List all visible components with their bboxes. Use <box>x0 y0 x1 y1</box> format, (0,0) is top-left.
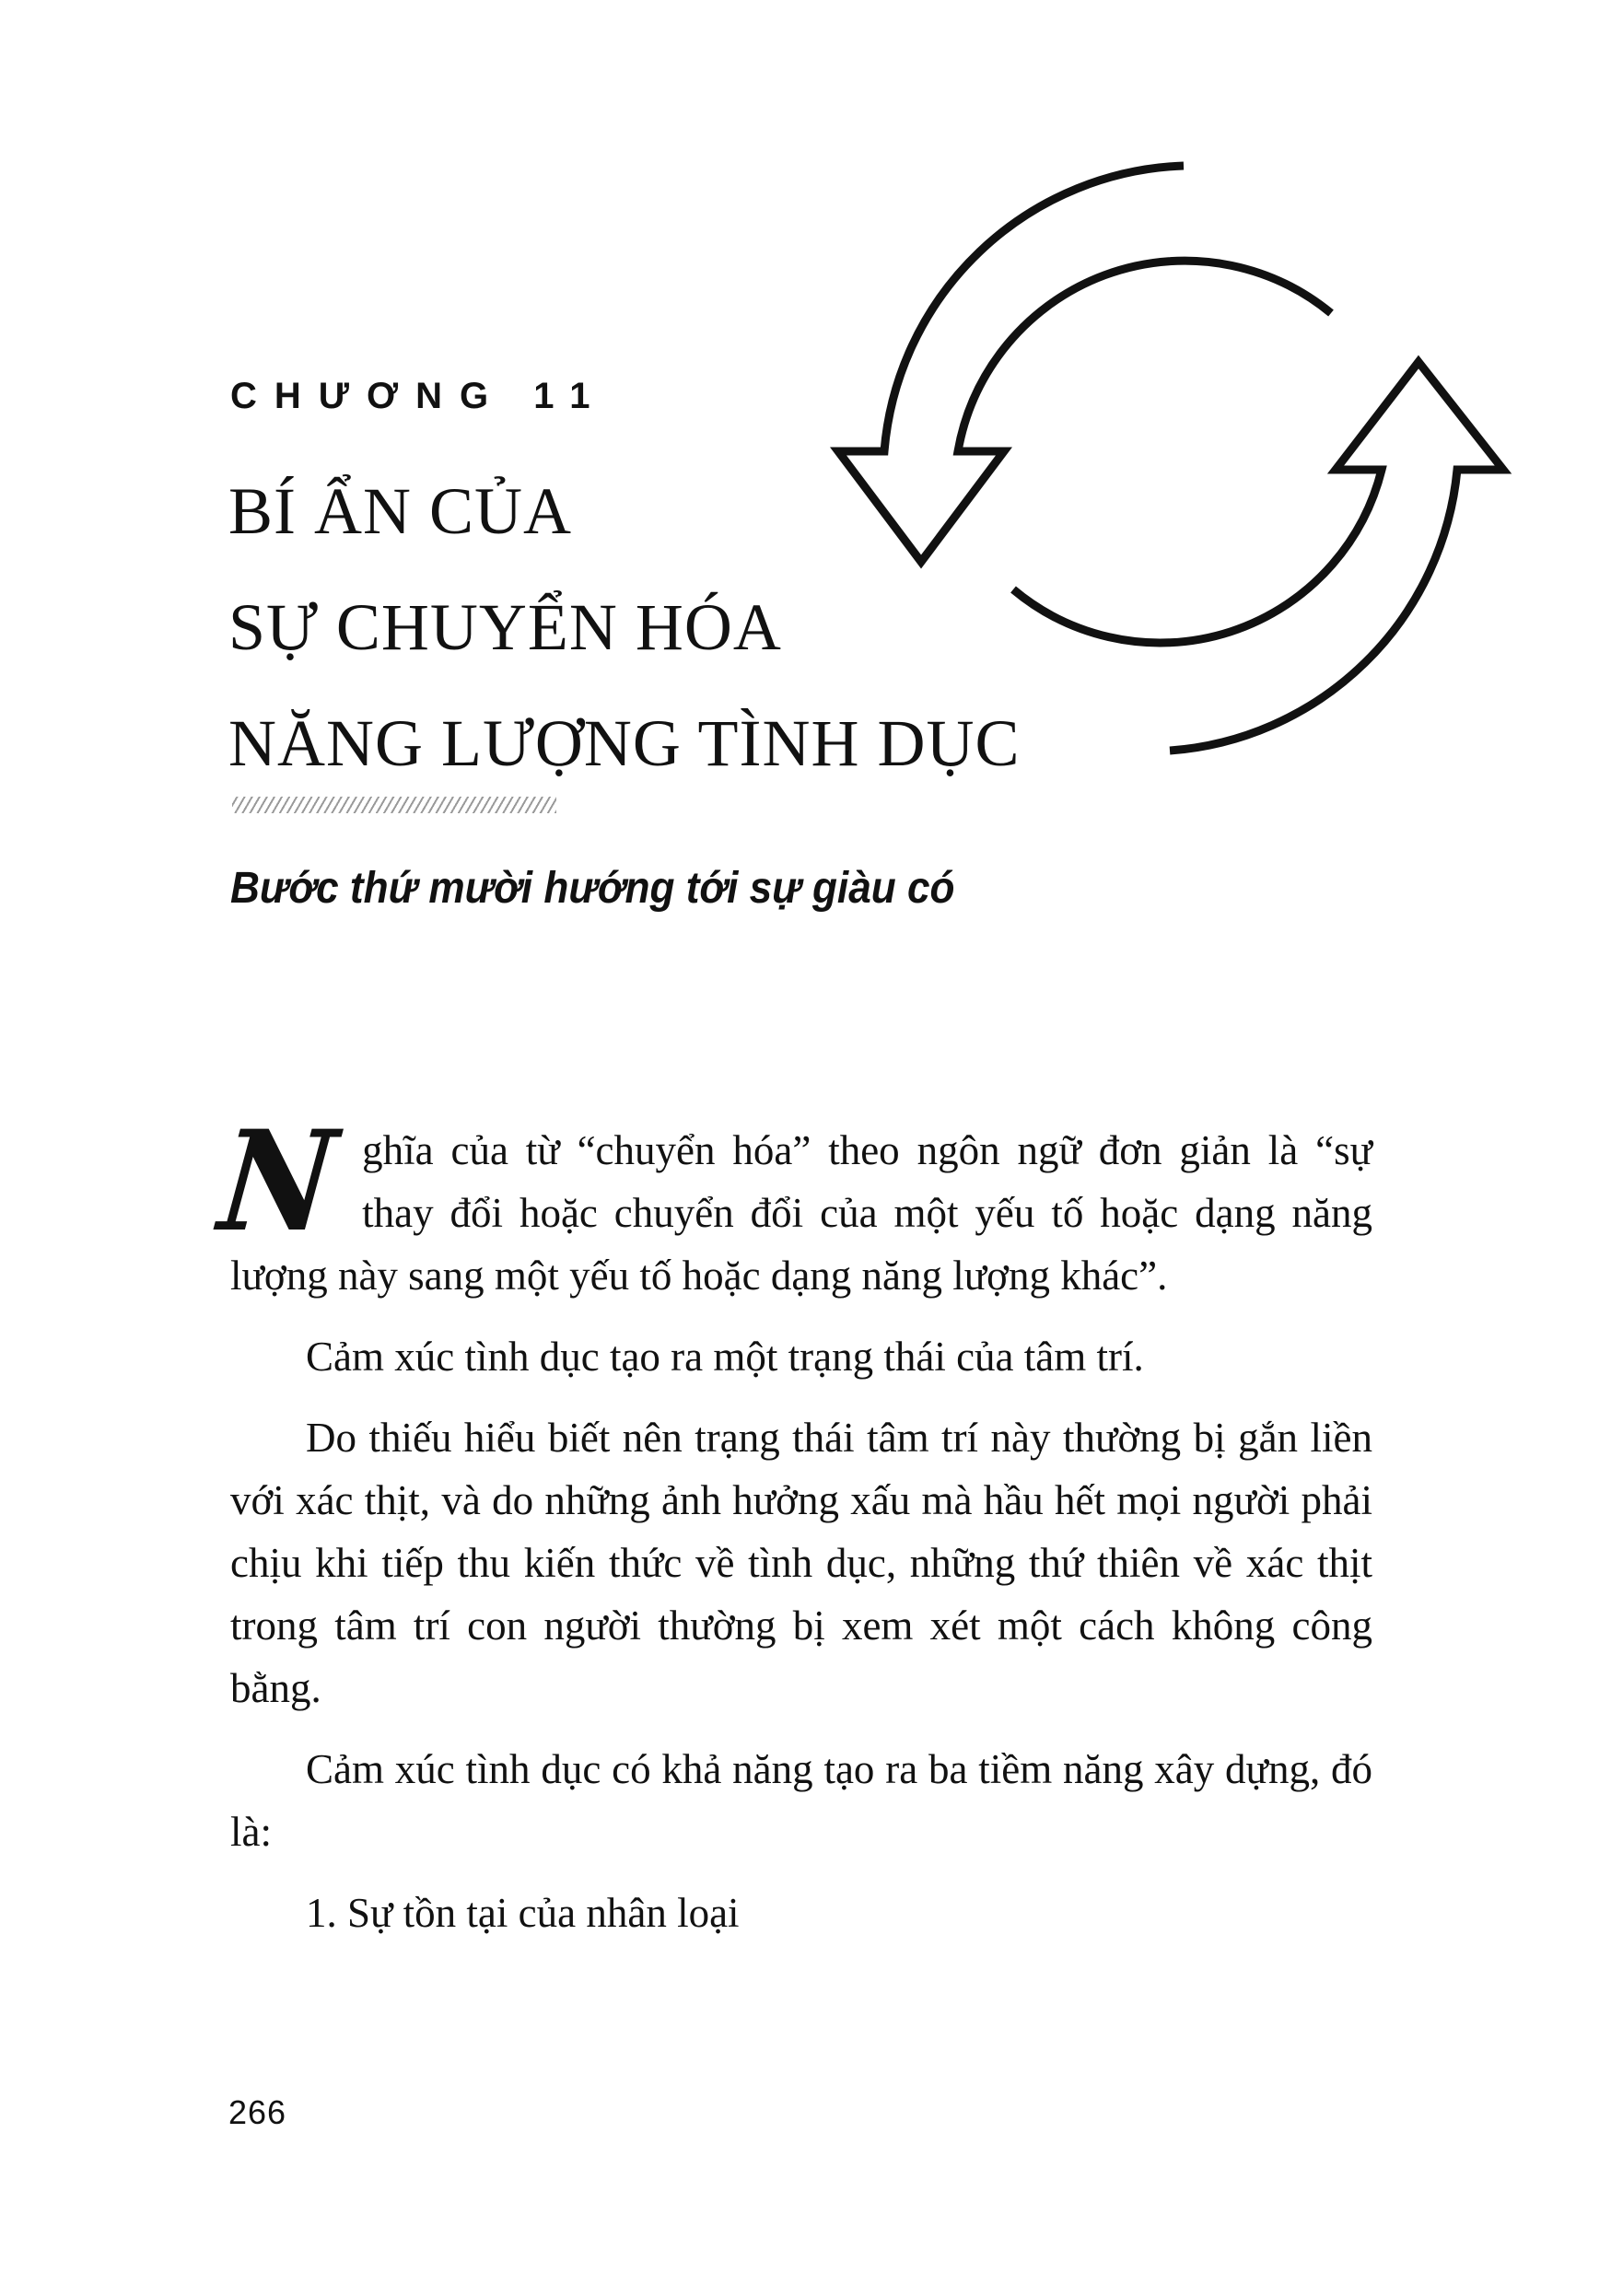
paragraph-2: Cảm xúc tình dục tạo ra một trạng thái của tâm trí. <box>306 1334 1144 1380</box>
paragraph-4: Cảm xúc tình dục có khả năng tạo ra ba tiềm năng xây dựng, đó là: <box>230 1746 1372 1855</box>
chapter-title-line-2: SỰ CHUYỂN HÓA <box>228 590 782 664</box>
body-text <box>213 1101 1372 1963</box>
chapter-subtitle: Bước thứ mười hướng tới sự giàu có <box>230 864 955 913</box>
list-item-1: 1. Sự tồn tại của nhân loại <box>306 1890 740 1936</box>
chapter-title <box>228 453 1020 801</box>
paragraph-1 <box>213 1101 1372 1307</box>
page-number: 266 <box>228 2093 287 2131</box>
chapter-title-line-1: BÍ ẨN CỦA <box>228 474 573 548</box>
paragraph-1-text: ghĩa của từ “chuyển hóa” theo ngôn ngữ đơn giản là “sự thay đổi hoặc chuyển đổi của một yếu tố hoặc dạng năng lượng này sang một yếu tố hoặc dạng năng lượng khác”. <box>230 1127 1372 1299</box>
drop-cap: N <box>213 1101 343 1263</box>
paragraph-3: Do thiếu hiểu biết nên trạng thái tâm trí này thường bị gắn liền với xác thịt, và do những ảnh hưởng xấu mà hầu hết mọi người phải chịu khi tiếp thu kiến thức về tình dục, những thứ thiên về xác thịt trong tâm trí con người thường bị xem xét một cách không công bằng. <box>230 1415 1372 1711</box>
hatched-divider <box>232 797 556 813</box>
cycle-arrow-up-right <box>1013 362 1503 751</box>
chapter-title-line-3: NĂNG LƯỢNG TÌNH DỤC <box>228 706 1021 780</box>
chapter-label: CHƯƠNG 11 <box>230 376 608 416</box>
